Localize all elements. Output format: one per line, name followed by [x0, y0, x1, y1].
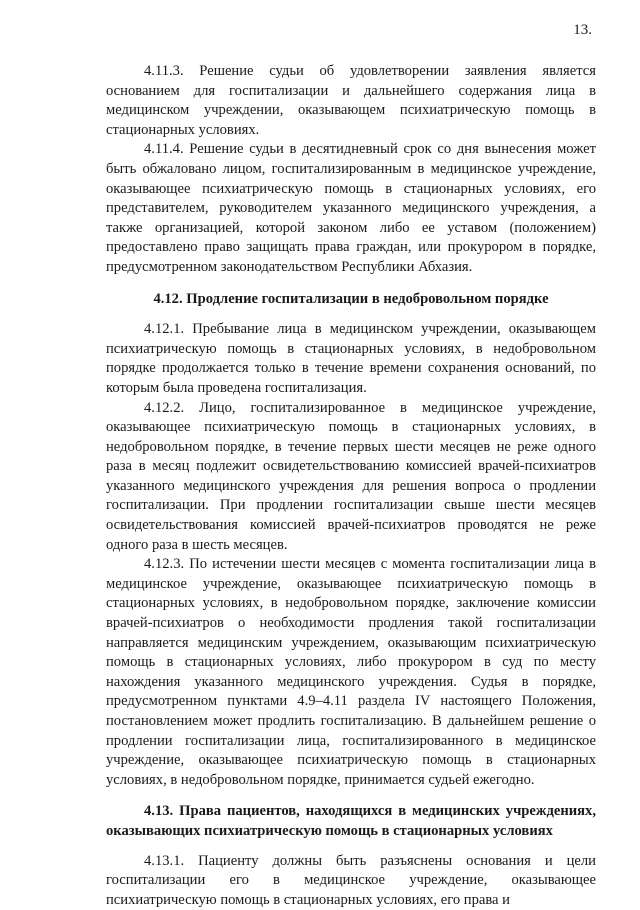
- paragraph-4-11-3: 4.11.3. Решение судьи об удовлетворении заявления является основанием для госпитализации и дальнейшего содержания лица в медицинском учреждении, оказывающем психиатрическую помощь в стационарных условиях.: [106, 63, 596, 138]
- paragraph-4-11-4: 4.11.4. Решение судьи в десятидневный срок со дня вынесения может быть обжаловано лицом, госпитализированным в медицинское учреждение, оказывающее психиатрическую помощь в стационарных условиях, его представителем, руководителем указанного медицинского учреждения, а также организацией, которой законом либо ее уставом (положением) предоставлено право защищать права граждан, или прокурором в порядке, предусмотренном законодательством Республики Абхазия.: [106, 141, 596, 275]
- paragraph-4-12-3: 4.12.3. По истечении шести месяцев с момента госпитализации лица в медицинское учреждение, оказывающее психиатрическую помощь в стационарных условиях, в недобровольном порядке, заключение комиссии врачей-психиатров о необходимости продления такой госпитализации направляется медицинским учреждением, оказывающим психиатрическую помощь в стационарных условиях, либо прокурором в суд по месту нахождения указанного медицинского учреждения. Судья в порядке, предусмотренном пунктами 4.9–4.11 раздела IV настоящего Положения, постановлением может продлить госпитализацию. В дальнейшем решение о продлении госпитализации лица, госпитализированного в медицинское учреждение, оказывающее психиатрическую помощь в стационарных условиях, в недобровольном порядке, принимается судьей ежегодно.: [106, 556, 596, 788]
- section-heading-4-12: 4.12. Продление госпитализации в недобровольном порядке: [153, 290, 549, 307]
- paragraph-4-13-1: 4.13.1. Пациенту должны быть разъяснены основания и цели госпитализации его в медицинское учреждение, оказывающее психиатрическую помощь в стационарных условиях, его права и: [106, 852, 596, 908]
- paragraph-4-12-2: 4.12.2. Лицо, госпитализированное в медицинское учреждение, оказывающее психиатрическую помощь в стационарных условиях, в недобровольном порядке, в течение первых шести месяцев не реже одного раза в месяц подлежит освидетельствованию комиссией врачей-психиатров указанного медицинского учреждения для решения вопроса о продлении госпитализации. При продлении госпитализации свыше шести месяцев освидетельствования комиссией врачей-психиатров проводятся не реже одного раза в шесть месяцев.: [106, 399, 596, 553]
- document-body: [106, 62, 596, 910]
- paragraph-4-12-1: 4.12.1. Пребывание лица в медицинском учреждении, оказывающем психиатрическую помощь в стационарных условиях, в недобровольном порядке продолжается только в течение времени сохранения оснований, по которым была проведена госпитализация.: [106, 321, 596, 396]
- page-number: 13.: [573, 22, 592, 38]
- section-heading-4-13: 4.13. Права пациентов, находящихся в медицинских учреждениях, оказывающих психиатрическую помощь в стационарных условиях: [106, 803, 596, 839]
